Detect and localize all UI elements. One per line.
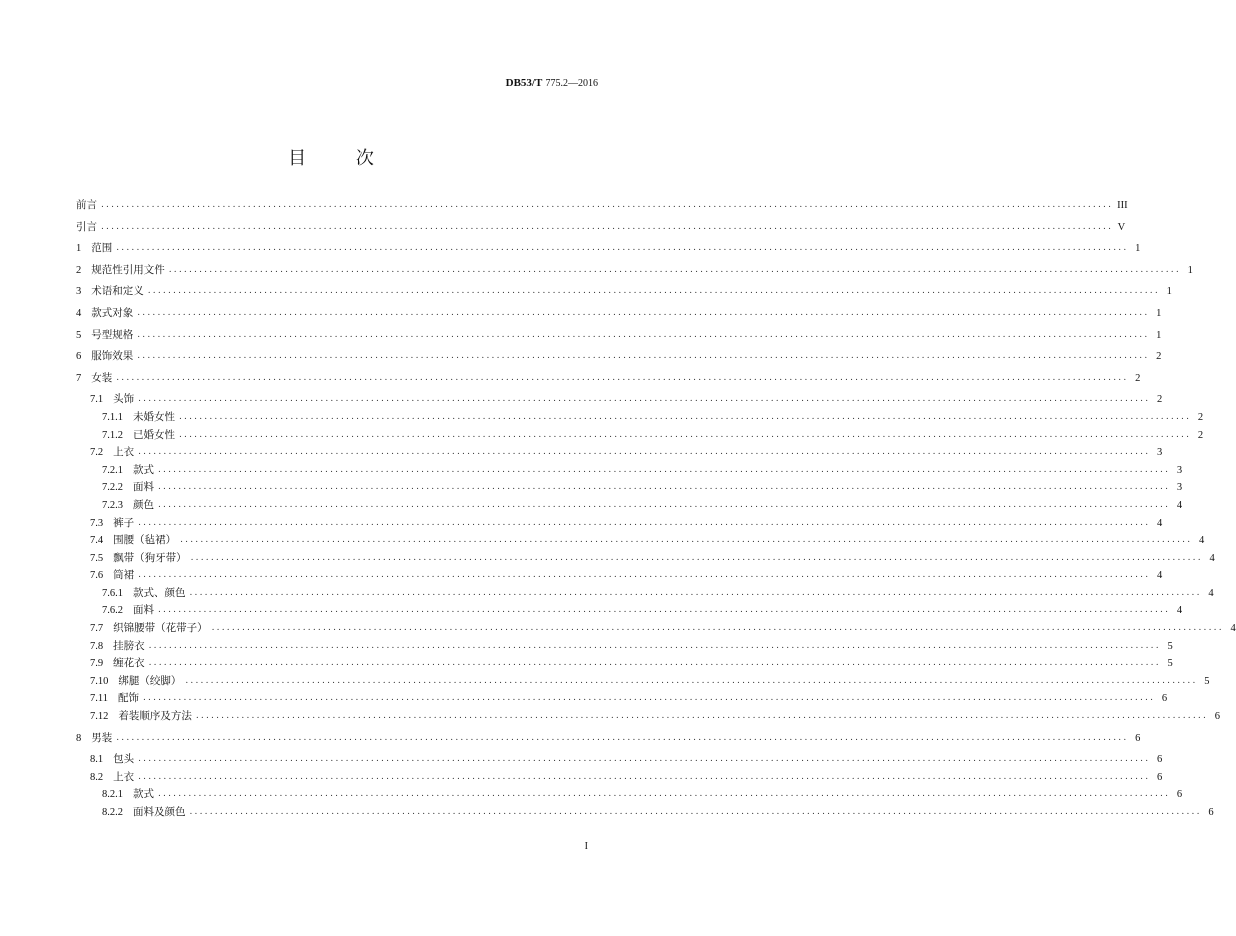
toc-entry-number: 4 bbox=[76, 307, 82, 319]
toc-entry-number: 7.6.1 bbox=[102, 587, 123, 599]
toc-entry[interactable] bbox=[76, 462, 1183, 480]
toc-entry-number: 5 bbox=[76, 329, 82, 341]
dot-leader: ........................................................................................................................................................................................................ bbox=[116, 372, 1129, 383]
toc-entry-label: 围腰（毡裙） bbox=[113, 534, 177, 547]
toc-entry-page: 3 bbox=[1176, 464, 1183, 476]
toc-entry[interactable] bbox=[76, 327, 1162, 345]
toc-entry[interactable] bbox=[76, 305, 1162, 323]
toc-entry[interactable] bbox=[76, 532, 1205, 550]
dot-leader: ........................................................................................................................................................................................................ bbox=[101, 221, 1114, 232]
dot-leader: ........................................................................................................................................................................................................ bbox=[189, 587, 1202, 598]
toc-entry-number: 7.5 bbox=[90, 552, 104, 564]
toc-entry-page: 1 bbox=[1156, 307, 1162, 319]
toc-entry-label: 筒裙 bbox=[113, 569, 135, 582]
dot-leader: ........................................................................................................................................................................................................ bbox=[138, 447, 1151, 458]
toc-entry-page: 2 bbox=[1197, 429, 1204, 441]
toc-entry-label: 号型规格 bbox=[91, 328, 134, 341]
dot-leader: ........................................................................................................................................................................................................ bbox=[101, 200, 1114, 210]
toc-entry-number: 1 bbox=[76, 243, 82, 255]
toc-entry-label: 上衣 bbox=[113, 446, 135, 459]
toc-entry-page: V bbox=[1117, 221, 1126, 233]
toc-entry-number: 8.2.2 bbox=[102, 807, 123, 818]
toc-entry-number: 8.2 bbox=[90, 771, 104, 783]
toc-entry-label: 裤子 bbox=[113, 516, 135, 529]
toc-entry[interactable] bbox=[76, 620, 1236, 638]
toc-entry[interactable] bbox=[76, 638, 1173, 656]
toc-entry[interactable] bbox=[76, 409, 1204, 427]
toc-entry[interactable] bbox=[76, 348, 1162, 366]
toc-entry-label: 颜色 bbox=[133, 498, 154, 511]
dot-leader: ........................................................................................................................................................................................................ bbox=[158, 482, 1171, 493]
toc-entry-number: 8 bbox=[76, 732, 82, 744]
dot-leader: ........................................................................................................................................................................................................ bbox=[137, 307, 1150, 318]
toc-entry-number: 7.11 bbox=[90, 693, 108, 705]
toc-entry-page: 2 bbox=[1156, 351, 1162, 363]
toc-entry-label: 款式对象 bbox=[91, 306, 134, 319]
toc-entry-number: 7.6 bbox=[90, 570, 104, 582]
toc-entry-number: 7.12 bbox=[90, 711, 109, 723]
document-code bbox=[506, 77, 598, 89]
toc-entry-number: 8.1 bbox=[90, 754, 104, 766]
table-of-contents bbox=[76, 197, 1236, 822]
toc-entry-number: 7 bbox=[76, 372, 82, 384]
dot-leader: ........................................................................................................................................................................................................ bbox=[195, 711, 1209, 722]
toc-entry-number: 7.1 bbox=[90, 394, 104, 406]
toc-entry-page: 6 bbox=[1157, 771, 1163, 783]
title-char-2: 次 bbox=[355, 148, 374, 169]
toc-entry[interactable] bbox=[76, 751, 1163, 769]
dot-leader: ........................................................................................................................................................................................................ bbox=[116, 732, 1129, 743]
toc-entry-number: 2 bbox=[76, 264, 82, 276]
toc-entry-label: 飘带（狗牙带） bbox=[113, 551, 187, 564]
toc-entry-label: 织锦腰带（花带子） bbox=[113, 622, 208, 635]
toc-entry-label: 包头 bbox=[113, 753, 135, 766]
toc-entry[interactable] bbox=[76, 444, 1163, 462]
toc-entry[interactable] bbox=[76, 219, 1126, 237]
toc-entry-label: 已婚女性 bbox=[133, 428, 175, 441]
toc-entry[interactable] bbox=[76, 370, 1141, 388]
toc-entry-label: 上衣 bbox=[113, 770, 135, 783]
toc-entry-page: 6 bbox=[1157, 754, 1163, 766]
toc-entry-label: 缠花衣 bbox=[113, 657, 145, 670]
toc-entry-page: 6 bbox=[1135, 732, 1141, 744]
dot-leader: ........................................................................................................................................................................................................ bbox=[158, 464, 1171, 475]
toc-entry-label: 头饰 bbox=[113, 393, 135, 406]
toc-entry[interactable] bbox=[76, 391, 1163, 409]
toc-entry-number: 7.1.1 bbox=[102, 411, 123, 423]
toc-entry[interactable] bbox=[76, 804, 1214, 822]
dot-leader: ........................................................................................................................................................................................................ bbox=[179, 411, 1192, 422]
toc-entry[interactable] bbox=[76, 550, 1215, 568]
toc-entry-page: 6 bbox=[1214, 711, 1221, 723]
toc-entry[interactable] bbox=[76, 479, 1183, 497]
toc-entry-page: 4 bbox=[1157, 570, 1163, 582]
toc-entry-page: 1 bbox=[1156, 329, 1162, 341]
toc-entry-label: 款式、颜色 bbox=[133, 586, 186, 599]
dot-leader: ........................................................................................................................................................................................................ bbox=[185, 675, 1198, 686]
dot-leader: ........................................................................................................................................................................................................ bbox=[137, 329, 1150, 340]
dot-leader: ........................................................................................................................................................................................................ bbox=[138, 570, 1151, 581]
toc-entry[interactable] bbox=[76, 197, 1128, 215]
toc-entry-number: 7.7 bbox=[90, 623, 104, 635]
toc-entry-page: 2 bbox=[1197, 411, 1204, 423]
toc-entry-number: 7.2.1 bbox=[102, 464, 123, 476]
toc-entry-number: 7.6.2 bbox=[102, 605, 123, 617]
toc-entry-page: 6 bbox=[1176, 789, 1183, 801]
toc-entry[interactable] bbox=[76, 786, 1183, 804]
toc-entry[interactable] bbox=[76, 769, 1163, 787]
toc-entry-label: 规范性引用文件 bbox=[91, 263, 165, 276]
toc-entry-page: 2 bbox=[1135, 372, 1141, 384]
toc-entry-page: 2 bbox=[1157, 394, 1163, 406]
toc-entry-label: 挂膀衣 bbox=[113, 639, 145, 652]
dot-leader: ........................................................................................................................................................................................................ bbox=[138, 771, 1151, 782]
toc-entry-number: 7.10 bbox=[90, 675, 109, 687]
dot-leader: ........................................................................................................................................................................................................ bbox=[158, 605, 1171, 616]
dot-leader: ........................................................................................................................................................................................................ bbox=[158, 499, 1171, 510]
toc-entry[interactable] bbox=[76, 240, 1141, 258]
toc-entry-number: 7.2.2 bbox=[102, 482, 123, 494]
dot-leader: ........................................................................................................................................................................................................ bbox=[138, 517, 1151, 528]
toc-entry-number: 7.8 bbox=[90, 640, 104, 652]
page-number: I bbox=[584, 841, 588, 852]
toc-entry-label: 术语和定义 bbox=[91, 285, 144, 298]
toc-entry-number: 7.3 bbox=[90, 517, 104, 529]
dot-leader: ........................................................................................................................................................................................................ bbox=[137, 351, 1150, 362]
toc-entry-label: 款式 bbox=[133, 463, 154, 476]
toc-entry-page: 4 bbox=[1199, 535, 1205, 547]
toc-entry-number: 6 bbox=[76, 351, 82, 363]
dot-leader: ........................................................................................................................................................................................................ bbox=[138, 754, 1151, 765]
toc-entry-number: 7.9 bbox=[90, 658, 104, 670]
toc-entry[interactable] bbox=[76, 567, 1163, 585]
toc-entry-number: 7.2.3 bbox=[102, 499, 123, 511]
toc-entry-label: 服饰效果 bbox=[91, 350, 134, 363]
toc-entry-label: 配饰 bbox=[118, 692, 139, 705]
title-char-1: 目 bbox=[288, 148, 307, 169]
toc-entry-page: 5 bbox=[1167, 640, 1173, 652]
toc-entry-page: 4 bbox=[1176, 605, 1183, 617]
toc-entry-page: 6 bbox=[1208, 807, 1214, 818]
dot-leader: ........................................................................................................................................................................................................ bbox=[143, 693, 1156, 704]
toc-entry-page: 4 bbox=[1208, 587, 1214, 599]
toc-entry-page: III bbox=[1117, 200, 1128, 211]
toc-entry[interactable] bbox=[76, 585, 1214, 603]
toc-entry-page: 3 bbox=[1176, 482, 1183, 494]
toc-entry-number: 3 bbox=[76, 286, 82, 298]
dot-leader: ........................................................................................................................................................................................................ bbox=[148, 640, 1161, 651]
dot-leader: ........................................................................................................................................................................................................ bbox=[147, 286, 1160, 297]
toc-entry-label: 着装顺序及方法 bbox=[118, 710, 192, 723]
toc-entry-page: 5 bbox=[1167, 658, 1173, 670]
toc-entry-label: 绑腿（绞脚） bbox=[118, 674, 182, 687]
toc-entry[interactable] bbox=[76, 602, 1183, 620]
toc-entry[interactable] bbox=[76, 283, 1172, 301]
toc-entry-page: 1 bbox=[1166, 286, 1172, 298]
toc-entry[interactable] bbox=[76, 690, 1168, 708]
toc-entry-number: 7.2 bbox=[90, 447, 104, 459]
toc-entry[interactable] bbox=[76, 708, 1221, 726]
toc-entry-number: 7.1.2 bbox=[102, 429, 123, 441]
toc-entry[interactable] bbox=[76, 730, 1141, 748]
dot-leader: ........................................................................................................................................................................................................ bbox=[168, 264, 1181, 275]
dot-leader: ........................................................................................................................................................................................................ bbox=[148, 658, 1161, 669]
page-title bbox=[0, 144, 662, 170]
toc-entry-page: 4 bbox=[1176, 499, 1183, 511]
toc-entry-label: 引言 bbox=[76, 220, 97, 233]
toc-entry-page: 4 bbox=[1230, 623, 1236, 635]
dot-leader: ........................................................................................................................................................................................................ bbox=[190, 552, 1203, 563]
toc-entry-label: 面料 bbox=[133, 604, 154, 617]
toc-entry[interactable] bbox=[76, 427, 1204, 445]
toc-entry-label: 前言 bbox=[76, 199, 97, 211]
dot-leader: ........................................................................................................................................................................................................ bbox=[116, 243, 1129, 254]
toc-entry-number: 7.4 bbox=[90, 535, 104, 547]
toc-entry-page: 3 bbox=[1157, 447, 1163, 459]
toc-entry-label: 面料 bbox=[133, 481, 154, 494]
toc-entry-label: 未婚女性 bbox=[133, 410, 175, 423]
dot-leader: ........................................................................................................................................................................................................ bbox=[211, 623, 1224, 634]
toc-entry-label: 款式 bbox=[133, 788, 154, 801]
dot-leader: ........................................................................................................................................................................................................ bbox=[138, 394, 1151, 405]
toc-entry[interactable] bbox=[76, 655, 1173, 673]
toc-entry[interactable] bbox=[76, 515, 1163, 533]
toc-entry-page: 5 bbox=[1204, 675, 1210, 687]
dot-leader: ........................................................................................................................................................................................................ bbox=[179, 429, 1192, 440]
document-code-prefix: DB53/T bbox=[505, 77, 543, 89]
toc-entry-page: 4 bbox=[1209, 552, 1215, 564]
toc-entry-page: 6 bbox=[1161, 693, 1168, 705]
toc-entry-label: 范围 bbox=[91, 242, 113, 255]
dot-leader: ........................................................................................................................................................................................................ bbox=[189, 807, 1202, 817]
toc-entry-label: 面料及颜色 bbox=[133, 806, 186, 818]
toc-entry-page: 1 bbox=[1135, 243, 1141, 255]
dot-leader: ........................................................................................................................................................................................................ bbox=[180, 535, 1193, 546]
document-code-number: 775.2—2016 bbox=[545, 78, 598, 89]
toc-entry[interactable] bbox=[76, 673, 1210, 691]
toc-entry-page: 1 bbox=[1187, 264, 1193, 276]
toc-entry-label: 女装 bbox=[91, 371, 113, 384]
toc-entry-label: 男装 bbox=[91, 731, 113, 744]
toc-entry[interactable] bbox=[76, 497, 1183, 515]
toc-entry-page: 4 bbox=[1157, 517, 1163, 529]
toc-entry[interactable] bbox=[76, 262, 1193, 280]
dot-leader: ........................................................................................................................................................................................................ bbox=[158, 789, 1171, 800]
toc-entry-number: 8.2.1 bbox=[102, 789, 123, 801]
